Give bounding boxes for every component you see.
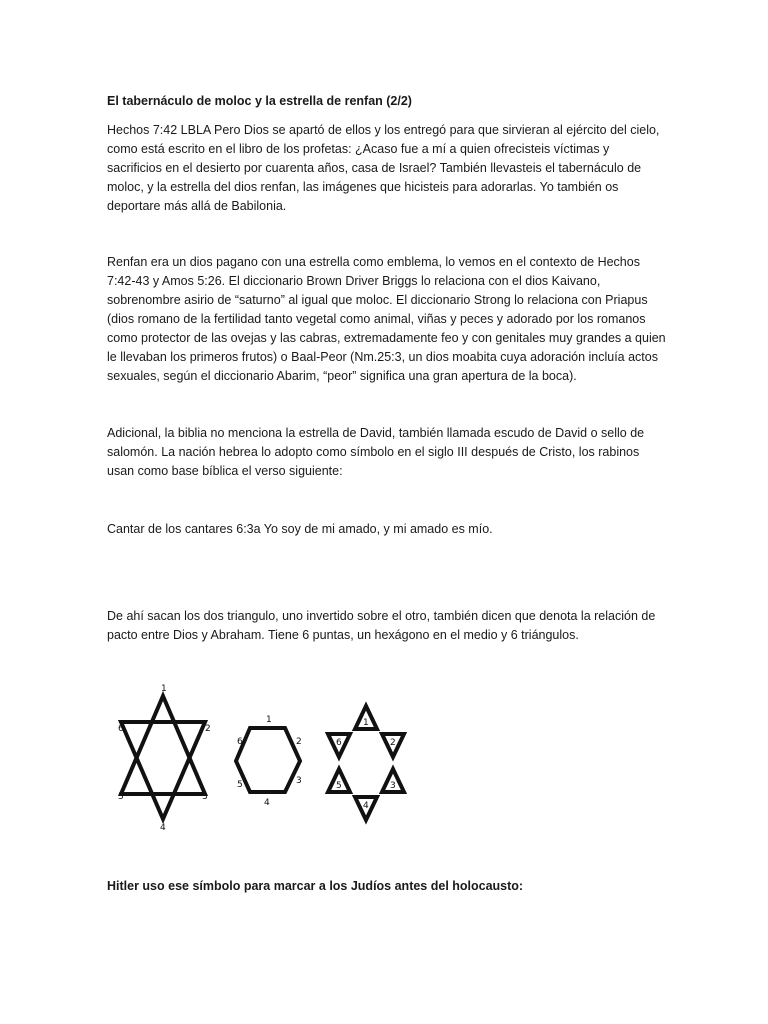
hexagon-drawing [236,728,300,792]
paragraph-cantares: Cantar de los cantares 6:3a Yo soy de mi amado, y mi amado es mío. [107,522,493,536]
hexagon-label-2: 2 [296,737,302,747]
triangle-label-2: 2 [390,738,396,748]
document-title: El tabernáculo de moloc y la estrella de renfan (2/2) [107,94,412,108]
star-label-3: 3 [202,792,208,802]
star-label-6: 6 [118,724,124,734]
star-label-1: 1 [161,684,167,694]
hexagon-label-1: 1 [266,715,272,725]
triangle-label-5: 5 [336,781,342,791]
triangle-label-3: 3 [390,781,396,791]
paragraph-estrella-david: Adicional, la biblia no menciona la estrella de David, también llamada escudo de David o sello de salomón. La nación hebrea lo adopto como símbolo en el siglo III después de Cristo, los rabinos usan como base bíblica el verso siguiente: [107,426,645,478]
star-diagram-figure [108,682,408,832]
star-label-4: 4 [160,823,166,832]
star-diagram-svg [108,682,408,832]
triangle-label-6: 6 [336,738,342,748]
hexagon-label-6: 6 [237,737,243,747]
star-label-2: 2 [205,724,211,734]
paragraph-triangulos: De ahí sacan los dos triangulo, uno invertido sobre el otro, también dicen que denota la relación de pacto entre Dios y Abraham. Tiene 6 puntas, un hexágono en el medio y 6 triángulos. [107,609,656,642]
hexagon-label-3: 3 [296,776,302,786]
hexagon-label-4: 4 [264,798,270,808]
star-upward-triangle [121,696,205,794]
triangle-label-1: 1 [363,718,369,728]
star-label-5: 5 [118,792,124,802]
star-downward-triangle [121,722,205,819]
paragraph-hitler: Hitler uso ese símbolo para marcar a los Judíos antes del holocausto: [107,879,524,893]
triangle-label-4: 4 [363,801,369,811]
star-of-david-drawing [121,696,205,819]
paragraph-hechos: Hechos 7:42 LBLA Pero Dios se apartó de ellos y los entregó para que sirvieran al ejército del cielo, como está escrito en el libro de los profetas: ¿Acaso fue a mí a quien ofrecisteis víctimas y sacrificios en el desierto por cuarenta años, casa de Israel? También llevasteis el tabernáculo de moloc, y la estrella del dios renfan, las imágenes que hicisteis para adorarlas. Yo también os deportare más allá de Babilonia. [107,123,660,213]
paragraph-renfan: Renfan era un dios pagano con una estrella como emblema, lo vemos en el contexto de Hechos 7:42-43 y Amos 5:26. El diccionario Brown Driver Briggs lo relaciona con el dios Kaivano, sobrenombre asirio de “saturno” al igual que moloc. El diccionario Strong lo relaciona con Priapus (dios romano de la fertilidad tanto vegetal como animal, viñas y peces y adorado por los romanos como protector de las ovejas y las cabras, extremadamente feo y con genitales muy grandes a quien le llevaban los primeros frutos) o Baal-Peor (Nm.25:3, un dios moabita cuya adoración incluía actos sexuales, según el diccionario Abarim, “peor” significa una gran apertura de la boca). [107,255,666,383]
hexagon-label-5: 5 [237,780,243,790]
